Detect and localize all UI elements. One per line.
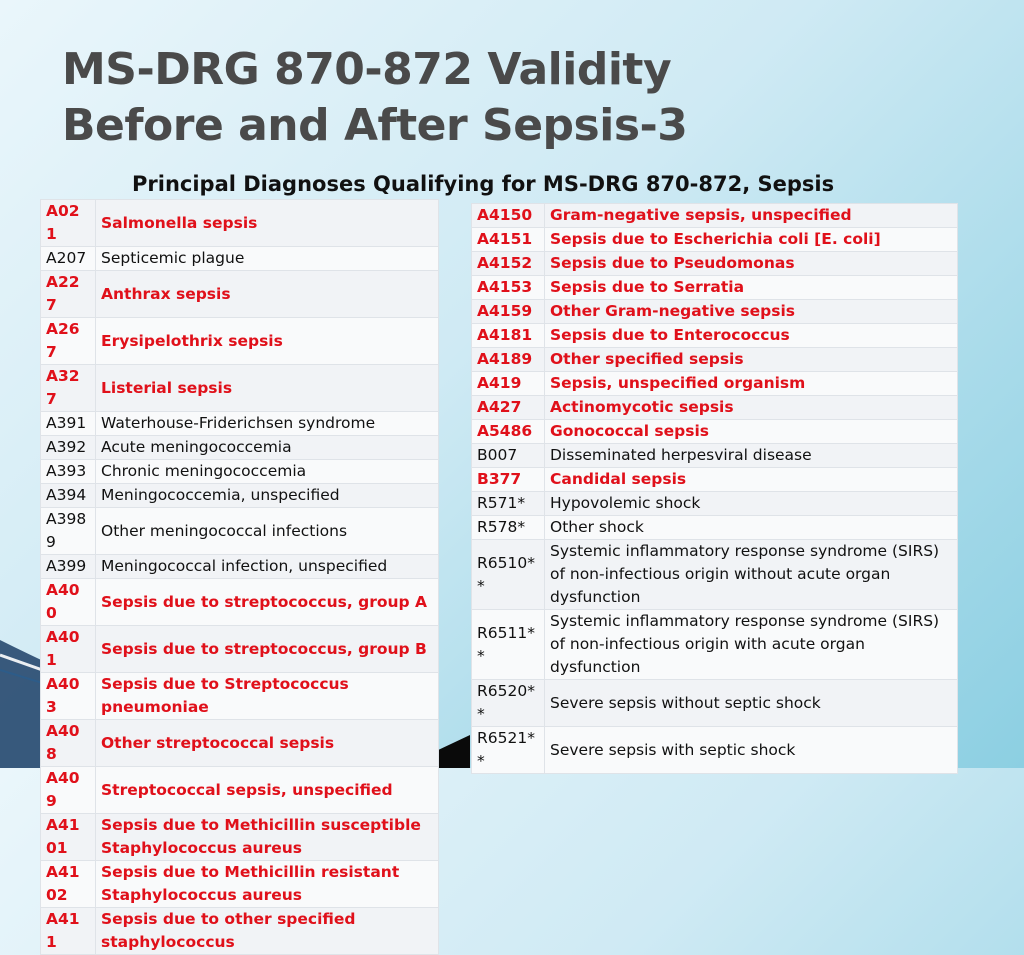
table-row (41, 673, 439, 720)
diagnosis-description-cell: Erysipelothrix sepsis (96, 318, 439, 365)
table-row (472, 324, 958, 348)
diagnosis-code-cell: A4101 (41, 814, 96, 861)
diagnosis-code-cell: A5486 (472, 420, 545, 444)
diagnosis-description-cell: Systemic inflammatory response syndrome (SIRS) of non-infectious origin without acute organ dysfunction (545, 540, 958, 610)
table-row (41, 247, 439, 271)
table-row (41, 318, 439, 365)
diagnosis-code-cell: A427 (472, 396, 545, 420)
diagnosis-code-cell: A021 (41, 200, 96, 247)
diagnosis-code-cell: B007 (472, 444, 545, 468)
table-row (41, 436, 439, 460)
diagnosis-description-cell: Chronic meningococcemia (96, 460, 439, 484)
diagnosis-code-cell: A4189 (472, 348, 545, 372)
diagnosis-code-cell: R6511** (472, 610, 545, 680)
table-row (472, 540, 958, 610)
diagnosis-description-cell: Salmonella sepsis (96, 200, 439, 247)
table-row (472, 610, 958, 680)
diagnosis-description-cell: Other Gram-negative sepsis (545, 300, 958, 324)
diagnosis-description-cell: Gonococcal sepsis (545, 420, 958, 444)
diagnosis-description-cell: Candidal sepsis (545, 468, 958, 492)
table-row (472, 300, 958, 324)
slide-subtitle: Principal Diagnoses Qualifying for MS-DRG 870-872, Sepsis (132, 172, 835, 196)
title-line-1: MS-DRG 870-872 Validity (62, 44, 672, 95)
table-row (472, 396, 958, 420)
diagnosis-code-cell: A394 (41, 484, 96, 508)
diagnosis-description-cell: Sepsis due to Methicillin susceptible Staphylococcus aureus (96, 814, 439, 861)
diagnosis-code-cell: A399 (41, 555, 96, 579)
diagnosis-description-cell: Acute meningococcemia (96, 436, 439, 460)
table-row (472, 727, 958, 774)
diagnosis-code-cell: A408 (41, 720, 96, 767)
left-diagnosis-table (40, 199, 439, 955)
table-row (41, 412, 439, 436)
diagnosis-description-cell: Sepsis due to Escherichia coli [E. coli] (545, 228, 958, 252)
diagnosis-code-cell: A4152 (472, 252, 545, 276)
diagnosis-code-cell: R578* (472, 516, 545, 540)
diagnosis-description-cell: Meningococcal infection, unspecified (96, 555, 439, 579)
slide-title (62, 42, 687, 154)
table-row (41, 555, 439, 579)
table-row (472, 372, 958, 396)
table-row (472, 492, 958, 516)
diagnosis-description-cell: Systemic inflammatory response syndrome (SIRS) of non-infectious origin with acute organ dysfunction (545, 610, 958, 680)
diagnosis-description-cell: Septicemic plague (96, 247, 439, 271)
table-row (41, 767, 439, 814)
diagnosis-description-cell: Streptococcal sepsis, unspecified (96, 767, 439, 814)
diagnosis-code-cell: A409 (41, 767, 96, 814)
diagnosis-description-cell: Meningococcemia, unspecified (96, 484, 439, 508)
diagnosis-description-cell: Other specified sepsis (545, 348, 958, 372)
diagnosis-description-cell: Severe sepsis with septic shock (545, 727, 958, 774)
diagnosis-description-cell: Actinomycotic sepsis (545, 396, 958, 420)
diagnosis-code-cell: A4153 (472, 276, 545, 300)
diagnosis-description-cell: Severe sepsis without septic shock (545, 680, 958, 727)
diagnosis-description-cell: Sepsis due to Methicillin resistant Staphylococcus aureus (96, 861, 439, 908)
table-row (472, 680, 958, 727)
diagnosis-code-cell: A411 (41, 908, 96, 955)
diagnosis-code-cell: A403 (41, 673, 96, 720)
diagnosis-code-cell: A392 (41, 436, 96, 460)
diagnosis-code-cell: A391 (41, 412, 96, 436)
diagnosis-description-cell: Sepsis, unspecified organism (545, 372, 958, 396)
diagnosis-description-cell: Sepsis due to streptococcus, group A (96, 579, 439, 626)
diagnosis-description-cell: Anthrax sepsis (96, 271, 439, 318)
diagnosis-description-cell: Hypovolemic shock (545, 492, 958, 516)
table-row (41, 271, 439, 318)
table-row (41, 814, 439, 861)
diagnosis-code-cell: A401 (41, 626, 96, 673)
diagnosis-code-cell: R571* (472, 492, 545, 516)
diagnosis-code-cell: A4159 (472, 300, 545, 324)
diagnosis-description-cell: Other streptococcal sepsis (96, 720, 439, 767)
diagnosis-description-cell: Other meningococcal infections (96, 508, 439, 555)
table-row (41, 861, 439, 908)
table-row (41, 484, 439, 508)
table-row (472, 252, 958, 276)
diagnosis-description-cell: Sepsis due to streptococcus, group B (96, 626, 439, 673)
table-row (41, 579, 439, 626)
diagnosis-code-cell: B377 (472, 468, 545, 492)
table-row (41, 908, 439, 955)
title-line-2: Before and After Sepsis-3 (62, 100, 688, 151)
table-row (41, 200, 439, 247)
table-row (41, 365, 439, 412)
diagnosis-description-cell: Sepsis due to Streptococcus pneumoniae (96, 673, 439, 720)
diagnosis-code-cell: R6510** (472, 540, 545, 610)
table-row (472, 420, 958, 444)
diagnosis-description-cell: Gram-negative sepsis, unspecified (545, 204, 958, 228)
diagnosis-description-cell: Waterhouse-Friderichsen syndrome (96, 412, 439, 436)
diagnosis-description-cell: Disseminated herpesviral disease (545, 444, 958, 468)
table-row (41, 720, 439, 767)
table-row (41, 508, 439, 555)
diagnosis-description-cell: Sepsis due to Enterococcus (545, 324, 958, 348)
diagnosis-code-cell: R6521** (472, 727, 545, 774)
diagnosis-code-cell: A4151 (472, 228, 545, 252)
diagnosis-description-cell: Other shock (545, 516, 958, 540)
table-row (472, 204, 958, 228)
diagnosis-description-cell: Sepsis due to Serratia (545, 276, 958, 300)
table-row (472, 444, 958, 468)
diagnosis-description-cell: Listerial sepsis (96, 365, 439, 412)
diagnosis-code-cell: A207 (41, 247, 96, 271)
diagnosis-code-cell: A227 (41, 271, 96, 318)
table-row (41, 460, 439, 484)
table-row (472, 516, 958, 540)
diagnosis-code-cell: A4102 (41, 861, 96, 908)
right-diagnosis-table (471, 203, 958, 774)
diagnosis-code-cell: A393 (41, 460, 96, 484)
diagnosis-code-cell: A400 (41, 579, 96, 626)
diagnosis-description-cell: Sepsis due to Pseudomonas (545, 252, 958, 276)
diagnosis-code-cell: A4181 (472, 324, 545, 348)
table-row (41, 626, 439, 673)
diagnosis-code-cell: R6520** (472, 680, 545, 727)
diagnosis-code-cell: A327 (41, 365, 96, 412)
table-row (472, 276, 958, 300)
diagnosis-code-cell: A3989 (41, 508, 96, 555)
diagnosis-code-cell: A419 (472, 372, 545, 396)
diagnosis-description-cell: Sepsis due to other specified staphylococcus (96, 908, 439, 955)
diagnosis-code-cell: A4150 (472, 204, 545, 228)
table-row (472, 348, 958, 372)
table-row (472, 228, 958, 252)
diagnosis-code-cell: A267 (41, 318, 96, 365)
table-row (472, 468, 958, 492)
